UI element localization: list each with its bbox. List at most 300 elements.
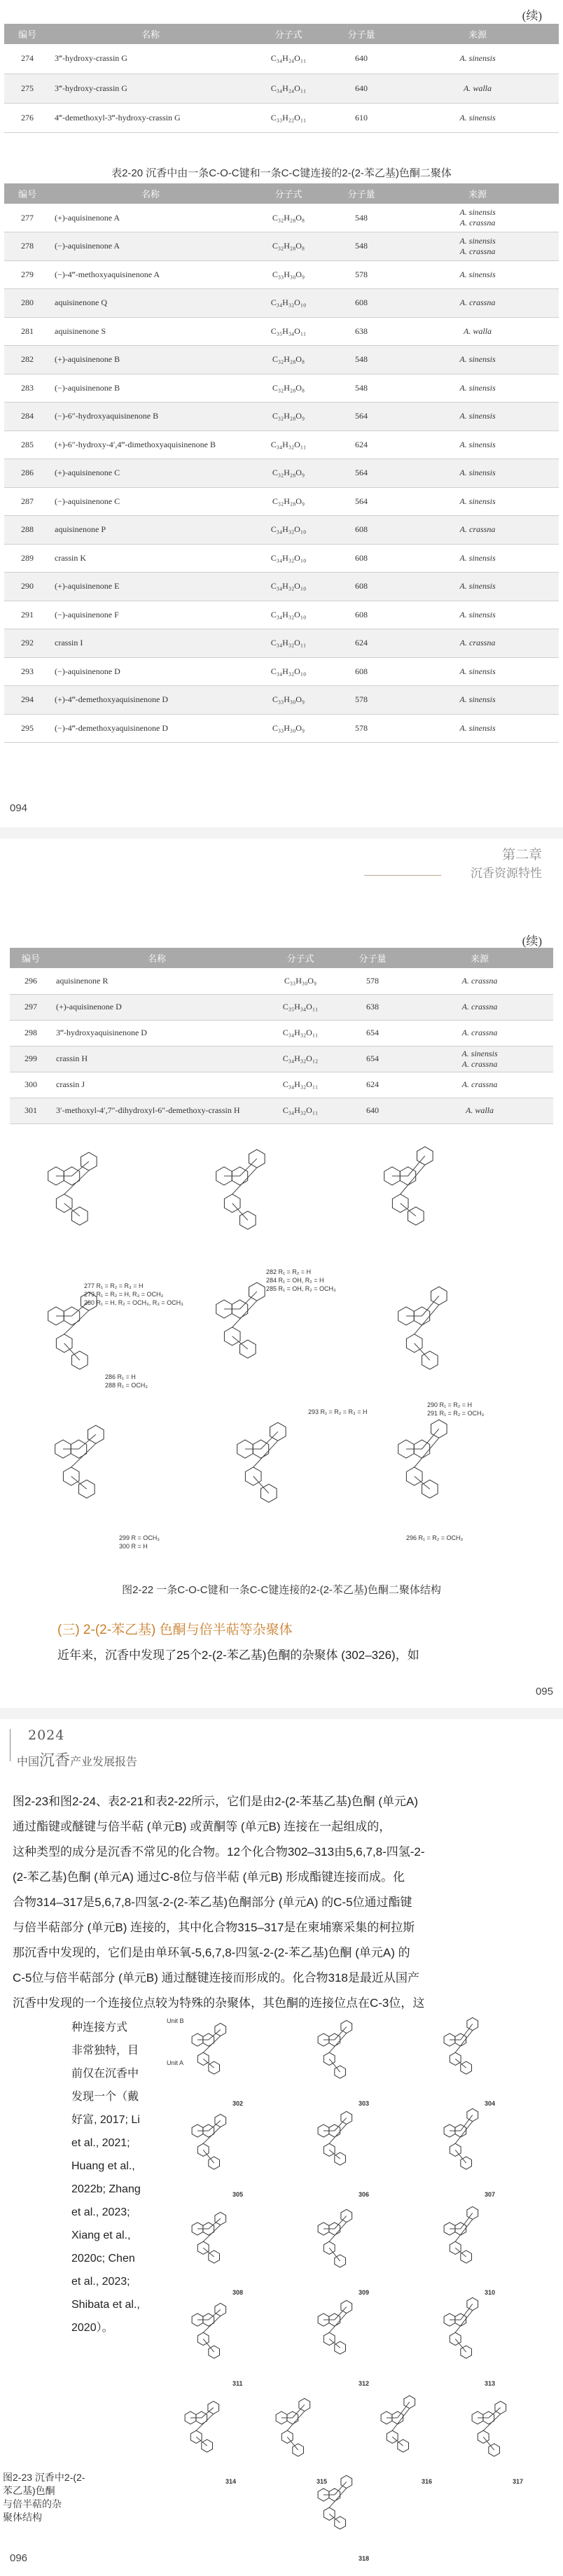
source-species: A. walla — [463, 326, 492, 336]
col-header-name: 名称 — [50, 183, 251, 204]
section-heading: (三) 2-(2-苯乙基) 色酮与倍半萜等杂聚体 — [57, 1623, 293, 1637]
cell-id: 275 — [4, 74, 50, 103]
cell-id: 287 — [4, 487, 50, 516]
source-species: A. walla — [465, 1105, 494, 1115]
table-row — [4, 260, 559, 289]
table-row — [4, 103, 559, 132]
cell-formula: C₃₄H₃₂O₁₀ — [251, 657, 326, 686]
structure-label: 277 R₁ = R₂ = R₃ = H — [84, 1282, 144, 1289]
cell-mw: 608 — [326, 601, 396, 629]
cell-id: 295 — [4, 714, 50, 743]
cell-formula: C₃₄H₃₂O₁₁ — [262, 1098, 339, 1124]
cell-formula: C₃₂H₂₈O₈ — [251, 204, 326, 232]
cell-formula: C₃₃H₃₀O₉ — [251, 686, 326, 715]
page-separator — [0, 827, 563, 839]
cell-mw: 608 — [326, 516, 396, 545]
cell-source — [396, 74, 559, 103]
structure-label: 285 R₁ = OH, R₂ = OCH₃ — [266, 1285, 336, 1292]
source-species: A. crassna — [459, 298, 496, 308]
structure-diagram-2 — [162, 2013, 552, 2562]
structure-label: 288 R₁ = OCH₃ — [105, 1382, 148, 1389]
cell-id: 284 — [4, 402, 50, 431]
source-species: A. crassna — [461, 975, 498, 986]
cell-id: 282 — [4, 346, 50, 374]
col-header-name: 名称 — [52, 948, 262, 968]
cell-mw: 578 — [339, 968, 406, 994]
table-row — [4, 74, 559, 103]
cell-id: 294 — [4, 686, 50, 715]
cell-id: 293 — [4, 657, 50, 686]
cell-mw: 578 — [326, 686, 396, 715]
table-row — [4, 459, 559, 488]
continued-label: (续) — [522, 9, 542, 22]
cell-id: 296 — [10, 968, 52, 994]
cell-source — [406, 1098, 553, 1124]
body-line: 这种类型的成分是沉香不常见的化合物。12个化合物302–313由5,6,7,8-四氢-2- — [13, 1845, 425, 1858]
cell-id: 283 — [4, 374, 50, 402]
cell-mw: 564 — [326, 402, 396, 431]
cell-mw: 640 — [339, 1098, 406, 1124]
cell-id: 278 — [4, 232, 50, 261]
cell-source — [406, 1072, 553, 1098]
header-bracket — [10, 1729, 13, 1761]
caption-line: 与倍半萜的杂 — [3, 2498, 62, 2510]
source-species: A. sinensis — [459, 468, 496, 478]
cell-formula: C₃₄H₃₂O₁₁ — [251, 629, 326, 658]
cell-formula: C₃₄H₃₂O₁₁ — [251, 430, 326, 459]
cell-id: 279 — [4, 260, 50, 289]
cell-name: (−)-aquisinenone A — [50, 232, 251, 261]
cell-id: 281 — [4, 317, 50, 346]
source-species: A. sinensis — [459, 439, 496, 449]
col-header-mw: 分子量 — [339, 948, 406, 968]
cell-name: crassin I — [50, 629, 251, 658]
table-row — [10, 1098, 553, 1124]
body-line: 那沉香中发现的，它们是由单环氧-5,6,7,8-四氢-2-(2-苯乙基)色酮 (单元A) 的 — [13, 1946, 410, 1959]
chapter-title: 沉香资源特性 — [471, 867, 542, 880]
cell-source — [396, 260, 559, 289]
cell-source — [396, 44, 559, 74]
molecule-structure — [384, 1147, 433, 1225]
source-species: A. sinensis — [459, 382, 496, 393]
table-row — [4, 346, 559, 374]
table-row — [10, 1072, 553, 1098]
cell-name: 4‴-demethoxyl-3‴-hydroxy-crassin G — [50, 103, 251, 132]
body-line: 非常独特，目 — [71, 2045, 139, 2057]
cell-mw: 624 — [339, 1072, 406, 1098]
cell-id: 299 — [10, 1046, 52, 1072]
cell-name: (+)-aquisinenone B — [50, 346, 251, 374]
molecule-structure — [276, 2398, 310, 2456]
cell-name: aquisinenone P — [50, 516, 251, 545]
structure-label: 290 R₁ = R₂ = H — [427, 1401, 473, 1408]
body-line: 2020c; Chen — [71, 2253, 135, 2264]
cell-name: (−)-aquisinenone F — [50, 601, 251, 629]
cell-source — [396, 204, 559, 232]
body-line: C-5位与倍半萜部分 (单元B) 通过醚键连接而形成的。化合物318是最近从国产 — [13, 1971, 419, 1984]
source-species: A. sinensis — [459, 354, 496, 365]
source-species: A. sinensis — [459, 722, 496, 733]
body-line: (2-苯乙基)色酮 (单元A) 通过C-8位与倍半萜 (单元B) 形成酯键连接而成。化 — [13, 1870, 405, 1884]
col-header-source: 来源 — [396, 24, 559, 44]
cell-id: 292 — [4, 629, 50, 658]
source-species: A. sinensis — [459, 269, 496, 279]
body-line: 合物314–317是5,6,7,8-四氢-2-(2-苯乙基)色酮部分 (单元A) 的C-5位通过酯键 — [13, 1896, 412, 1909]
cell-formula: C₃₂H₂₈O₈ — [251, 374, 326, 402]
source-species: A. sinensis — [459, 666, 496, 676]
cell-mw: 624 — [326, 629, 396, 658]
compound-number: 315 — [317, 2478, 328, 2485]
cell-name: crassin H — [52, 1046, 262, 1072]
cell-mw: 608 — [326, 289, 396, 318]
table-row — [4, 714, 559, 743]
col-header-formula: 分子式 — [262, 948, 339, 968]
cell-mw: 640 — [326, 44, 396, 74]
body-line: 通过酯键或醚键与倍半萜 (单元B) 或黄酮等 (单元B) 连接在一起组成的， — [13, 1820, 391, 1833]
body-line: 好富, 2017; Li — [71, 2114, 140, 2126]
molecule-structure — [398, 1420, 447, 1498]
cell-name: (+)-6″-hydroxy-4′,4‴-dimethoxyaquisinenone B — [50, 430, 251, 459]
cell-mw: 548 — [326, 374, 396, 402]
cell-name: (+)-4‴-demethoxyaquisinenone D — [50, 686, 251, 715]
caption-line: 聚体结构 — [3, 2512, 42, 2523]
cell-mw: 638 — [326, 317, 396, 346]
cell-mw: 610 — [326, 103, 396, 132]
structure-label: 284 R₁ = OH, R₂ = H — [266, 1277, 324, 1284]
report-header — [10, 1728, 220, 1770]
compound-number: 318 — [359, 2555, 370, 2562]
source-species: A. sinensis — [459, 694, 496, 705]
cell-name: (+)-aquisinenone D — [52, 994, 262, 1020]
molecule-structure — [318, 2111, 352, 2165]
compound-number: 302 — [232, 2100, 244, 2107]
table-row — [4, 430, 559, 459]
table-row — [4, 374, 559, 402]
compound-number: 305 — [232, 2191, 244, 2198]
compound-number: 312 — [359, 2380, 370, 2387]
cell-name: (+)-aquisinenone C — [50, 459, 251, 488]
figure-2-22 — [14, 1148, 549, 1568]
molecule-structure — [192, 2023, 226, 2074]
figure-2-22-caption: 图2-22 一条C-O-C键和一条C-C键连接的2-(2-苯乙基)色酮二聚体结构 — [122, 1584, 441, 1596]
cell-formula: C₃₄H₃₂O₁₁ — [262, 1072, 339, 1098]
cell-formula: C₃₃H₂₂O₁₁ — [251, 103, 326, 132]
cell-source — [396, 103, 559, 132]
cell-source — [406, 1020, 553, 1046]
structure-diagram — [14, 1148, 549, 1568]
unit-label: Unit A — [167, 2059, 184, 2066]
table-row — [4, 317, 559, 346]
table-row — [4, 44, 559, 74]
col-header-source: 来源 — [396, 183, 559, 204]
cell-source — [396, 232, 559, 261]
compound-number: 306 — [359, 2191, 370, 2198]
source-species: A. crassna — [461, 1002, 498, 1011]
table-row — [4, 544, 559, 573]
col-header-id: 编号 — [4, 183, 50, 204]
figure-2-23-caption — [3, 2471, 94, 2524]
molecule-structure — [444, 2297, 478, 2358]
molecule-structure — [318, 2020, 352, 2078]
cell-name: (−)-aquisinenone C — [50, 487, 251, 516]
compound-number: 316 — [422, 2478, 433, 2485]
cell-source — [396, 714, 559, 743]
cell-name: 3‴-hydroxy-crassin G — [50, 44, 251, 74]
table-row — [10, 994, 553, 1020]
structure-label: 280 R₁ = H, R₂ = OCH₃, R₃ = OCH₃ — [84, 1299, 183, 1306]
cell-source — [396, 657, 559, 686]
table-row — [4, 516, 559, 545]
col-header-source: 来源 — [406, 948, 553, 968]
col-header-formula: 分子式 — [251, 183, 326, 204]
col-header-id: 编号 — [4, 24, 50, 44]
cell-name: 3‴-hydroxyaquisinenone D — [52, 1020, 262, 1046]
compound-number: 308 — [232, 2289, 244, 2296]
cell-formula: C₃₂H₂₈O₉ — [251, 487, 326, 516]
report-year: 2024 — [28, 1728, 65, 1743]
col-header-name: 名称 — [50, 24, 251, 44]
cell-mw: 578 — [326, 714, 396, 743]
source-species: A. sinensis — [459, 53, 496, 64]
compound-number: 307 — [485, 2191, 496, 2198]
chapter-number: 第二章 — [501, 848, 542, 862]
cell-id: 298 — [10, 1020, 52, 1046]
cell-formula: C₃₄H₃₂O₁₁ — [262, 1020, 339, 1046]
compound-number: 310 — [485, 2289, 496, 2296]
molecule-structure — [192, 2114, 226, 2169]
cell-id: 276 — [4, 103, 50, 132]
cell-id: 288 — [4, 516, 50, 545]
source-species: A. sinensis — [461, 1048, 498, 1058]
cell-source — [396, 317, 559, 346]
cell-id: 290 — [4, 573, 50, 601]
cell-name: (−)-aquisinenone B — [50, 374, 251, 402]
body-line: et al., 2023; — [71, 2276, 130, 2288]
cell-source — [396, 459, 559, 488]
cell-name: (−)-aquisinenone D — [50, 657, 251, 686]
body-line: et al., 2023; — [71, 2206, 130, 2218]
cell-mw: 608 — [326, 657, 396, 686]
cell-source — [396, 686, 559, 715]
molecule-structure — [192, 2212, 226, 2263]
cell-source — [396, 516, 559, 545]
structure-label: 299 R = OCH₃ — [119, 1534, 160, 1541]
col-header-formula: 分子式 — [251, 24, 326, 44]
cell-name: aquisinenone S — [50, 317, 251, 346]
cell-formula: C₃₂H₂₈O₈ — [251, 346, 326, 374]
cell-source — [396, 402, 559, 431]
compound-number: 313 — [485, 2380, 496, 2387]
body-line: Shibata et al., — [71, 2299, 140, 2311]
source-species: A. sinensis — [459, 552, 496, 563]
cell-mw: 548 — [326, 204, 396, 232]
compound-number: 303 — [359, 2100, 370, 2107]
cell-mw: 624 — [326, 430, 396, 459]
cell-name: aquisinenone R — [52, 968, 262, 994]
cell-source — [406, 994, 553, 1020]
cell-formula: C₃₂H₂₈O₈ — [251, 232, 326, 261]
cell-mw: 640 — [326, 74, 396, 103]
table-row — [4, 232, 559, 261]
table-row — [4, 686, 559, 715]
molecule-structure — [216, 1149, 265, 1229]
table-row — [4, 204, 559, 232]
cell-name: aquisinenone Q — [50, 289, 251, 318]
table-row — [4, 629, 559, 658]
cell-source — [396, 601, 559, 629]
cell-formula: C₃₅H₃₄O₁₁ — [262, 994, 339, 1020]
cell-formula: C₃₃H₃₀O₉ — [251, 260, 326, 289]
body-line: 2020）。 — [71, 2322, 113, 2334]
cell-name: (−)-4‴-demethoxyaquisinenone D — [50, 714, 251, 743]
cell-name: (−)-6″-hydroxyaquisinenone B — [50, 402, 251, 431]
cell-formula: C₃₄H₂₄O₁₁ — [251, 74, 326, 103]
molecule-structure — [472, 2401, 506, 2456]
table-274-276 — [4, 24, 559, 133]
structure-label: 293 R₁ = R₂ = R₃ = H — [308, 1408, 368, 1415]
cell-name: (+)-aquisinenone A — [50, 204, 251, 232]
cell-id: 289 — [4, 544, 50, 573]
body-line: 与倍半萜部分 (单元B) 连接的，其中化合物315–317是在柬埔寨采集的柯拉斯 — [13, 1921, 415, 1934]
page-separator-2 — [0, 1708, 563, 1719]
table-row — [4, 402, 559, 431]
molecule-structure — [192, 2303, 226, 2358]
page-number: 094 — [10, 802, 28, 814]
molecule-structure — [48, 1152, 97, 1225]
structure-label: 300 R = H — [119, 1543, 148, 1550]
cell-id: 285 — [4, 430, 50, 459]
cell-formula: C₃₃H₃₀O₉ — [251, 714, 326, 743]
source-species: A. sinensis — [459, 112, 496, 122]
source-species: A. crassna — [459, 246, 496, 256]
body-line: 前仅在沉香中 — [71, 2068, 139, 2080]
cell-formula: C₃₂H₂₈O₉ — [251, 402, 326, 431]
cell-id: 300 — [10, 1072, 52, 1098]
molecule-structure — [237, 1422, 286, 1502]
source-species: A. sinensis — [459, 581, 496, 592]
source-species: A. crassna — [459, 218, 496, 227]
molecule-structure — [444, 2108, 478, 2169]
molecule-structure — [318, 2209, 352, 2267]
structure-label: 282 R₁ = R₂ = H — [266, 1268, 312, 1275]
unit-label: Unit B — [167, 2017, 184, 2024]
molecule-structure — [381, 2395, 415, 2452]
cell-id: 286 — [4, 459, 50, 488]
body-line: 图2-23和图2-24、表2-21和表2-22所示，它们是由2-(2-苯基乙基)色酮 (单元A) — [13, 1795, 419, 1808]
cell-name: crassin J — [52, 1072, 262, 1098]
section-intro-paragraph: 近年来，沉香中发现了25个2-(2-苯乙基)色酮的杂聚体 (302–326)，如 — [57, 1648, 419, 1662]
cell-mw: 578 — [326, 260, 396, 289]
col-header-mw: 分子量 — [326, 183, 396, 204]
cell-id: 274 — [4, 44, 50, 74]
cell-id: 297 — [10, 994, 52, 1020]
cell-id: 277 — [4, 204, 50, 232]
continued-label-2: (续) — [522, 934, 542, 948]
table-row — [10, 968, 553, 994]
report-title-big: 沉香 — [39, 1752, 71, 1770]
cell-source — [396, 289, 559, 318]
cell-id: 301 — [10, 1098, 52, 1124]
cell-source — [406, 968, 553, 994]
cell-source — [396, 544, 559, 573]
compound-number: 309 — [359, 2289, 370, 2296]
cell-mw: 548 — [326, 232, 396, 261]
caption-line: 苯乙基)色酮 — [3, 2485, 55, 2496]
cell-source — [406, 1046, 553, 1072]
table-row — [4, 289, 559, 318]
source-species: A. crassna — [459, 524, 496, 535]
cell-source — [396, 487, 559, 516]
table-row — [10, 1046, 553, 1072]
cell-mw: 608 — [326, 544, 396, 573]
cell-source — [396, 573, 559, 601]
source-species: A. crassna — [461, 1058, 498, 1069]
source-species: A. sinensis — [459, 207, 496, 217]
table-row — [4, 487, 559, 516]
cell-mw: 638 — [339, 994, 406, 1020]
cell-mw: 608 — [326, 573, 396, 601]
report-title-prefix: 中国 — [17, 1756, 40, 1768]
cell-source — [396, 629, 559, 658]
molecule-structure — [55, 1425, 104, 1498]
cell-formula: C₃₂H₂₈O₉ — [251, 459, 326, 488]
body-line: 2022b; Zhang — [71, 2183, 141, 2195]
molecule-structure — [318, 2300, 352, 2354]
source-species: A. walla — [463, 83, 492, 93]
cell-id: 291 — [4, 601, 50, 629]
source-species: A. crassna — [459, 638, 496, 648]
cell-name: crassin K — [50, 544, 251, 573]
structure-label: 291 R₁ = R₂ = OCH₃ — [427, 1410, 485, 1417]
cell-formula: C₃₃H₃₀O₉ — [262, 968, 339, 994]
cell-source — [396, 346, 559, 374]
figure-2-23 — [162, 2013, 552, 2562]
source-species: A. sinensis — [459, 411, 496, 421]
cell-mw: 654 — [339, 1020, 406, 1046]
cell-name: 3‴-hydroxy-crassin G — [50, 74, 251, 103]
cell-formula: C₃₄H₃₂O₁₀ — [251, 516, 326, 545]
cell-id: 280 — [4, 289, 50, 318]
report-title — [17, 1749, 137, 1770]
cell-source — [396, 374, 559, 402]
table-row — [4, 601, 559, 629]
molecule-structure — [444, 2206, 478, 2263]
col-header-mw: 分子量 — [326, 24, 396, 44]
source-species: A. sinensis — [459, 496, 496, 506]
cell-formula: C₃₄H₃₂O₁₀ — [251, 573, 326, 601]
source-species: A. crassna — [461, 1079, 498, 1089]
cell-formula: C₃₄H₂₄O₁₁ — [251, 44, 326, 74]
cell-formula: C₃₄H₃₂O₁₀ — [251, 544, 326, 573]
cell-source — [396, 430, 559, 459]
body-paragraph — [13, 1789, 552, 2016]
body-line: Xiang et al., — [71, 2230, 131, 2241]
chapter-header — [471, 844, 542, 881]
table-row — [10, 1020, 553, 1046]
header-rule — [364, 875, 441, 876]
compound-number: 317 — [513, 2478, 524, 2485]
cell-mw: 654 — [339, 1046, 406, 1072]
molecule-structure — [398, 1287, 447, 1369]
body-line: 沉香中发现的一个连接位点较为特殊的杂聚体，其色酮的连接位点在C-3位，这 — [13, 1996, 425, 2010]
body-line: 发现一个（戴 — [71, 2091, 139, 2103]
table-296-301 — [10, 948, 553, 1124]
page-number-2: 095 — [535, 1686, 553, 1698]
table-row — [4, 657, 559, 686]
cell-name: (−)-4‴-methoxyaquisinenone A — [50, 260, 251, 289]
table-row — [4, 573, 559, 601]
col-header-id: 编号 — [10, 948, 52, 968]
